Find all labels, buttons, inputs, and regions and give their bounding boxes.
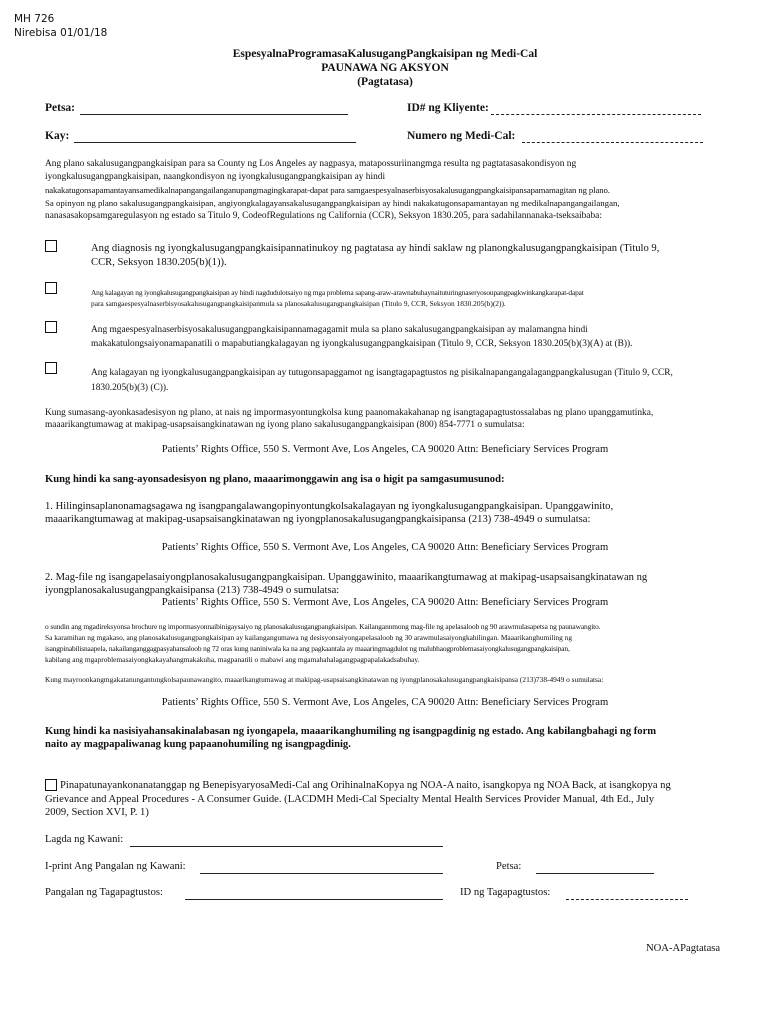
medi-cal-number-field[interactable] — [522, 142, 703, 143]
option-line: Ang mgaespesyalnaserbisyosakalusugangpangkaisipannamagagamit mula sa plano sakalusugangpangkaisipan ay malamangna hindi — [91, 325, 588, 335]
notice-title: PAUNAWA NG AKSYON — [321, 62, 449, 74]
option-line: Ang kalagayan ng iyongkalusugangpangkaisipan ay hindi nagdudulotsaiyo ng mga problema sapang-araw-arawnabuhaynaituturingnaseryosoupangpagkwinkangkarapat-dapat — [91, 288, 584, 297]
client-id-label: ID# ng Kliyente: — [407, 102, 489, 114]
option-3-text — [91, 323, 751, 351]
signature-date-label: Petsa: — [496, 861, 522, 872]
patients-rights-address: Patients’ Rights Office, 550 S. Vermont Ave, Los Angeles, CA 90020 Attn: Beneficiary Services Program — [161, 697, 609, 708]
state-hearing-line: Kung hindi ka nasisiyahansakinalabasan ng iyongapela, maaarikanghumiling ng isangpagdinig ng estado. Ang kabilangbahagi ng form — [45, 726, 657, 737]
intro-line: nanasasakopsamgaregulasyon ng estado sa Titulo 9, CodeofRegulations ng California (CCR), Seksyon 1830.205, para sadahilannanaka-tseksaibaba: — [45, 211, 602, 221]
intro-line: iyongkalusugangpangkaisipan, naangkondisyon ng iyongkalusugangpangkaisipan ay hindi — [45, 172, 386, 182]
option-line: Ang kalagayan ng iyongkalusugangpangkaisipan ay tutugonsapaggamot ng isangtagapagtustos ng pisikalnapangangalagangpangkalusugan (Titulo 9, CCR, — [91, 368, 673, 378]
kay-label: Kay: — [45, 130, 70, 142]
step-2-text — [45, 571, 745, 597]
option-1-checkbox[interactable] — [45, 240, 57, 252]
confirmation-line: 2009, Section XVI, P. 1) — [45, 807, 149, 818]
confirmation-line-1: Pinapatunayankonanatanggap ng BenepisyaryosaMedi-Cal ang OrihinalnaKopya ng NOA-A naito, isangkopya ng NOA Back, at isangkopya ng — [60, 780, 671, 791]
fine-print-line: isangpinabilisnaapela, nakailanganggagpasyahansaloob ng 72 oras kung naniniwala ka na ang pagkaantala ay maaaringmagdulot ng malubhaogproblemasaiyongkalusugangpangkaisipan, — [45, 644, 570, 653]
fine-print-line: Sa karamihan ng mgakaso, ang planosakalusugangpangkaisipan ay kailangangumawa ng desisyonsaiyongapelasaloob ng 30 arawmulasaiyongkahilingan. Maaarikanghumiling ng — [45, 633, 573, 642]
form-title: EspesyalnaProgramasaKalusugangPangkaisipan ng Medi-Cal — [232, 48, 538, 60]
option-2-checkbox[interactable] — [45, 282, 57, 294]
revision-date: Nirebisa 01/01/18 — [14, 27, 108, 39]
provider-id-field[interactable] — [566, 899, 688, 900]
state-hearing-line: naito ay magpapaliwanag kung papaanohumiling ng isangpagdinig. — [45, 739, 351, 750]
step-line: 1. Hilinginsaplanonamagsagawa ng isangpangalawangopinyontungkolsakalagayan ng iyongkalusugangpangkaisipan. Upanggawinito, — [45, 501, 614, 512]
intro-line: nakakatugonsapamantayansamedikalnapangangailanganupangmagingkarapat-dapat para samgaespesyalnaserbisyosakalusugangpangkaisipansapamamagitan ng plano. — [45, 185, 610, 195]
form-footer-code: NOA-APagtatasa — [646, 943, 721, 954]
contact-fine-print: Kung mayroonkangmgakatanungantungkolsapaunawangito, maaarikangtumawag at makipag-usapsaisangkinatawan ng iyongplanosakalusugangpangkaisipansa (213)738-4949 o sumulatsa: — [45, 675, 604, 684]
staff-print-name-field[interactable] — [200, 873, 443, 874]
disagree-heading: Kung hindi ka sang-ayonsadesisyon ng plano, maaarimonggawin ang isa o higit pa samgasumusunod: — [45, 474, 505, 485]
option-4-text — [91, 366, 751, 396]
client-id-field[interactable] — [491, 114, 701, 115]
step-line: iyongplanosakalusugangpangkaisipansa (213) 738-4949 o sumulatsa: — [45, 585, 340, 596]
option-line: CCR, Seksyon 1830.205(b)(1)). — [91, 256, 227, 268]
fine-print-line: o sundin ang mgadireksyonsa brochure ng impormasyonnaibinigaysaiyo ng planosakalusugangpangkaisipan. Kailangannmong mag-file ng apelasaloob ng 90 arawmulasapetsa ng paunawangito. — [45, 622, 601, 631]
confirmation-checkbox[interactable] — [45, 779, 57, 791]
kay-field[interactable] — [74, 142, 356, 143]
intro-line: Ang plano sakalusugangpangkaisipan para sa County ng Los Angeles ay nagpasya, matapossuriinangmga resulta ng pagtatasasakondisyon ng — [45, 159, 577, 169]
option-line: para samgaespesyalnaserbisyosakalusugangpangkaisipanmula sa planosakalusugangpangkaisipan (Titulo 9, CCR, Seksyon 1830.205(b)(2)). — [91, 299, 506, 308]
option-line: 1830.205(b)(3) (C)). — [91, 383, 169, 393]
patients-rights-address: Patients’ Rights Office, 550 S. Vermont Ave, Los Angeles, CA 90020 Attn: Beneficiary Services Program — [161, 542, 609, 553]
questions-line: Kung sumasang-ayonkasadesisyon ng plano, at nais ng impormasyontungkolsa kung paanomakakahanap ng isangtagapagtustossalabas ng plano upanggamutinka, — [45, 408, 654, 418]
staff-print-name-label: I-print Ang Pangalan ng Kawani: — [45, 861, 186, 872]
step-1-text — [45, 500, 745, 526]
patients-rights-address: Patients’ Rights Office, 550 S. Vermont Ave, Los Angeles, CA 90020 Attn: Beneficiary Services Program — [161, 597, 609, 608]
option-3-checkbox[interactable] — [45, 321, 57, 333]
medi-cal-number-label: Numero ng Medi-Cal: — [407, 130, 516, 142]
option-4-checkbox[interactable] — [45, 362, 57, 374]
option-line: Ang diagnosis ng iyongkalusugangpangkaisipannatinukoy ng pagtatasa ay hindi saklaw ng planongkalusugangpangkaisipan (Titulo 9, — [91, 243, 660, 254]
step-line: 2. Mag-file ng isangapelasaiyongplanosakalusugangpangkaisipan. Upanggawinito, maaarikangtumawag at makipag-usapsaisangkinatawan ng — [45, 572, 648, 583]
staff-signature-field[interactable] — [130, 846, 443, 847]
provider-name-label: Pangalan ng Tagapagtustos: — [45, 887, 163, 898]
petsa-field[interactable] — [80, 114, 348, 115]
fine-print-line: kabilang ang mgaproblemasaiyongkakayahangmakakuha, magpanatili o mabawi ang mgamahahalagangpagpapalakadsabuhay. — [45, 655, 420, 664]
option-2-text — [91, 287, 751, 309]
step-line: maaarikangtumawag at makipag-usapsaisangkinatawan ng iyongplanosakalusugangpangkaisipansa (213) 738-4949 o sumulatsa: — [45, 514, 591, 525]
confirmation-line: Grievance and Appeal Procedures - A Consumer Guide. (LACDMH Medi-Cal Specialty Mental Health Services Provider Manual, 4th Ed., July — [45, 794, 655, 805]
petsa-label: Petsa: — [45, 102, 76, 114]
provider-id-label: ID ng Tagapagtustos: — [460, 887, 551, 898]
patients-rights-address: Patients’ Rights Office, 550 S. Vermont Ave, Los Angeles, CA 90020 Attn: Beneficiary Services Program — [161, 444, 609, 455]
option-1-text — [91, 242, 751, 269]
staff-signature-label: Lagda ng Kawani: — [45, 834, 124, 845]
intro-paragraph — [45, 158, 745, 223]
form-number: MH 726 — [14, 13, 55, 25]
questions-line: maaarikangtumawag at makipag-usapsaisangkinatawan ng iyong plano sakalusugangpangkaisipan (800) 854-7771 o sumulatsa: — [45, 420, 525, 430]
option-line: makakatulongsaiyonamapanatili o mapabutiangkalagayan ng iyongkalusugangpangkaisipan (Titulo 9, CCR, Seksyon 1830.205(b)(3)(A) at (B)). — [91, 339, 633, 349]
signature-date-field[interactable] — [536, 873, 654, 874]
state-hearing-notice — [45, 725, 745, 751]
notice-subtitle: (Pagtatasa) — [357, 76, 413, 88]
appeal-fine-print — [45, 621, 745, 665]
provider-name-field[interactable] — [185, 899, 443, 900]
questions-paragraph — [45, 407, 745, 431]
confirmation-rest — [45, 793, 745, 819]
intro-line: Sa opinyon ng plano sakalusugangpangkaisipan, angiyongkalagayansakalusugangpangkaisipan ay hindi nakakatugonsapamantayan ng medikalnapangangailangan, — [45, 198, 620, 208]
